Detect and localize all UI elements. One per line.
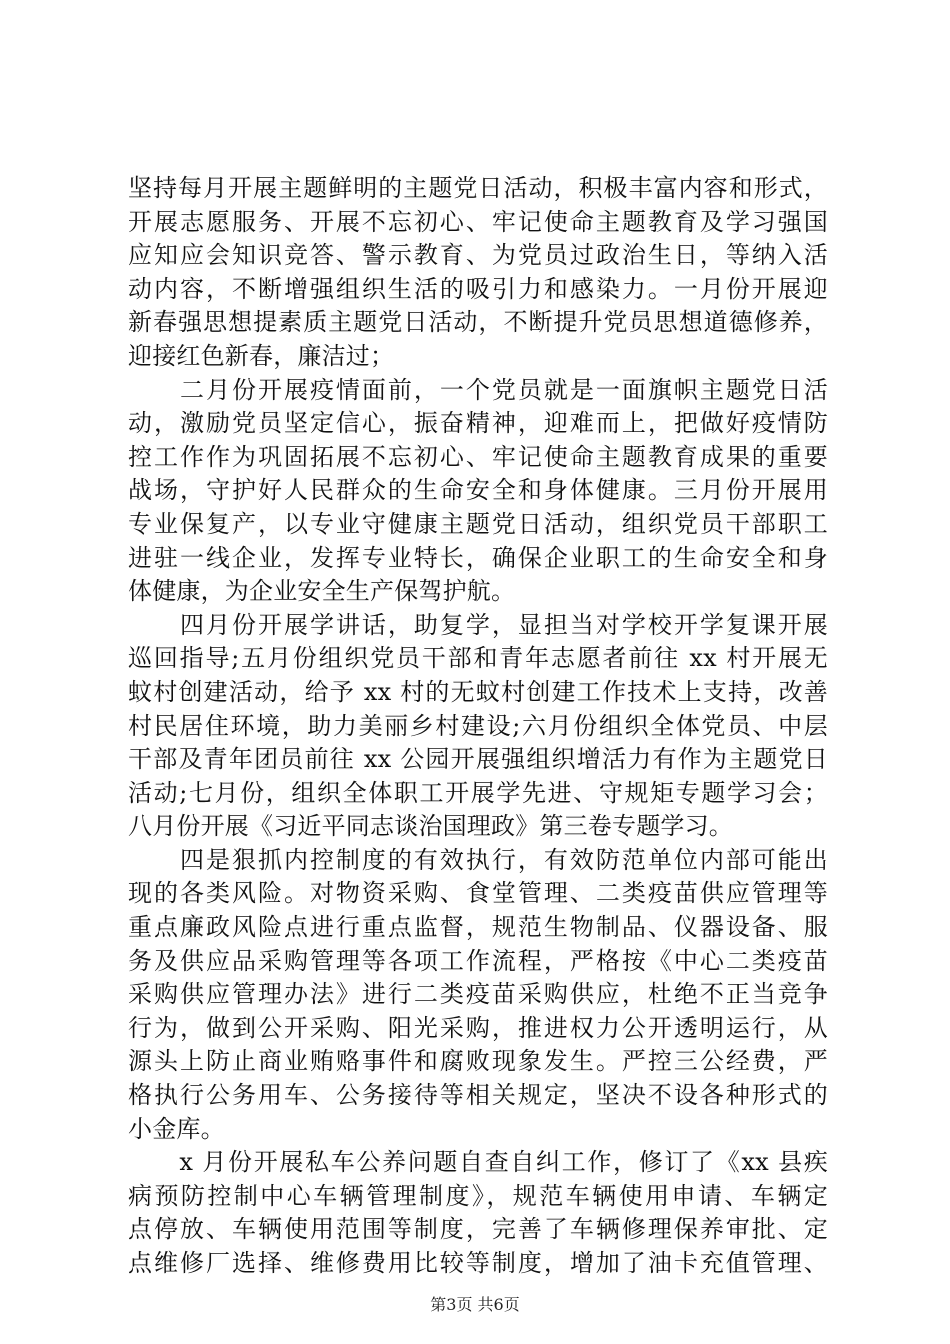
text-line: 巡回指导;五月份组织党员干部和青年志愿者前往 xx 村开展无 bbox=[128, 644, 828, 673]
text-line: 小金库。 bbox=[128, 1114, 225, 1143]
text-line: 干部及青年团员前往 xx 公园开展强组织增活力有作为主题党日 bbox=[128, 745, 828, 774]
text-line: 迎接红色新春，廉洁过； bbox=[128, 341, 395, 370]
page-number-footer: 第3页 共6页 bbox=[430, 1295, 520, 1314]
text-line: 进驻一线企业，发挥专业特长，确保企业职工的生命安全和身 bbox=[128, 543, 828, 572]
text-line: 动内容，不断增强组织生活的吸引力和感染力。一月份开展迎 bbox=[128, 274, 828, 303]
text-line: 八月份开展《习近平同志谈治国理政》第三卷专题学习。 bbox=[128, 812, 733, 841]
text-line: 采购供应管理办法》进行二类疫苗采购供应，杜绝不正当竞争 bbox=[128, 980, 828, 1009]
text-line: 二月份开展疫情面前，一个党员就是一面旗帜主题党日活 bbox=[128, 375, 828, 404]
text-line: 四是狠抓内控制度的有效执行，有效防范单位内部可能出 bbox=[128, 845, 828, 874]
text-line: 战场，守护好人民群众的生命安全和身体健康。三月份开展用 bbox=[128, 476, 828, 505]
text-line: 现的各类风险。对物资采购、食堂管理、二类疫苗供应管理等 bbox=[128, 879, 828, 908]
text-line: 蚊村创建活动，给予 xx 村的无蚊村创建工作技术上支持，改善 bbox=[128, 677, 828, 706]
text-line: 格执行公务用车、公务接待等相关规定，坚决不设各种形式的 bbox=[128, 1081, 828, 1110]
text-line: x 月份开展私车公养问题自查自纠工作，修订了《xx 县疾 bbox=[128, 1148, 828, 1177]
text-line: 重点廉政风险点进行重点监督，规范生物制品、仪器设备、服 bbox=[128, 913, 828, 942]
text-line: 体健康，为企业安全生产保驾护航。 bbox=[128, 577, 516, 606]
text-line: 动，激励党员坚定信心，振奋精神，迎难而上，把做好疫情防 bbox=[128, 409, 828, 438]
text-line: 新春强思想提素质主题党日活动，不断提升党员思想道德修养， bbox=[128, 308, 828, 337]
text-line: 活动;七月份，组织全体职工开展学先进、守规矩专题学习会； bbox=[128, 778, 828, 807]
text-line: 源头上防止商业贿赂事件和腐败现象发生。严控三公经费，严 bbox=[128, 1047, 828, 1076]
text-line: 控工作作为巩固拓展不忘初心、牢记使命主题教育成果的重要 bbox=[128, 442, 828, 471]
document-body bbox=[128, 172, 828, 1281]
text-line: 专业保复产，以专业守健康主题党日活动，组织党员干部职工 bbox=[128, 509, 828, 538]
text-line: 病预防控制中心车辆管理制度》，规范车辆使用申请、车辆定 bbox=[128, 1181, 828, 1210]
text-line: 四月份开展学讲话，助复学，显担当对学校开学复课开展 bbox=[128, 610, 828, 639]
text-line: 坚持每月开展主题鲜明的主题党日活动，积极丰富内容和形式， bbox=[128, 174, 828, 202]
text-line: 应知应会知识竞答、警示教育、为党员过政治生日，等纳入活 bbox=[128, 241, 828, 270]
text-line: 村民居住环境，助力美丽乡村建设;六月份组织全体党员、中层 bbox=[128, 711, 828, 740]
text-line: 开展志愿服务、开展不忘初心、牢记使命主题教育及学习强国 bbox=[128, 207, 828, 236]
text-line: 点停放、车辆使用范围等制度，完善了车辆修理保养审批、定 bbox=[128, 1215, 828, 1244]
text-line: 点维修厂选择、维修费用比较等制度，增加了油卡充值管理、 bbox=[128, 1249, 828, 1277]
text-line: 行为，做到公开采购、阳光采购，推进权力公开透明运行，从 bbox=[128, 1013, 828, 1042]
text-line: 务及供应品采购管理等各项工作流程，严格按《中心二类疫苗 bbox=[128, 946, 828, 975]
